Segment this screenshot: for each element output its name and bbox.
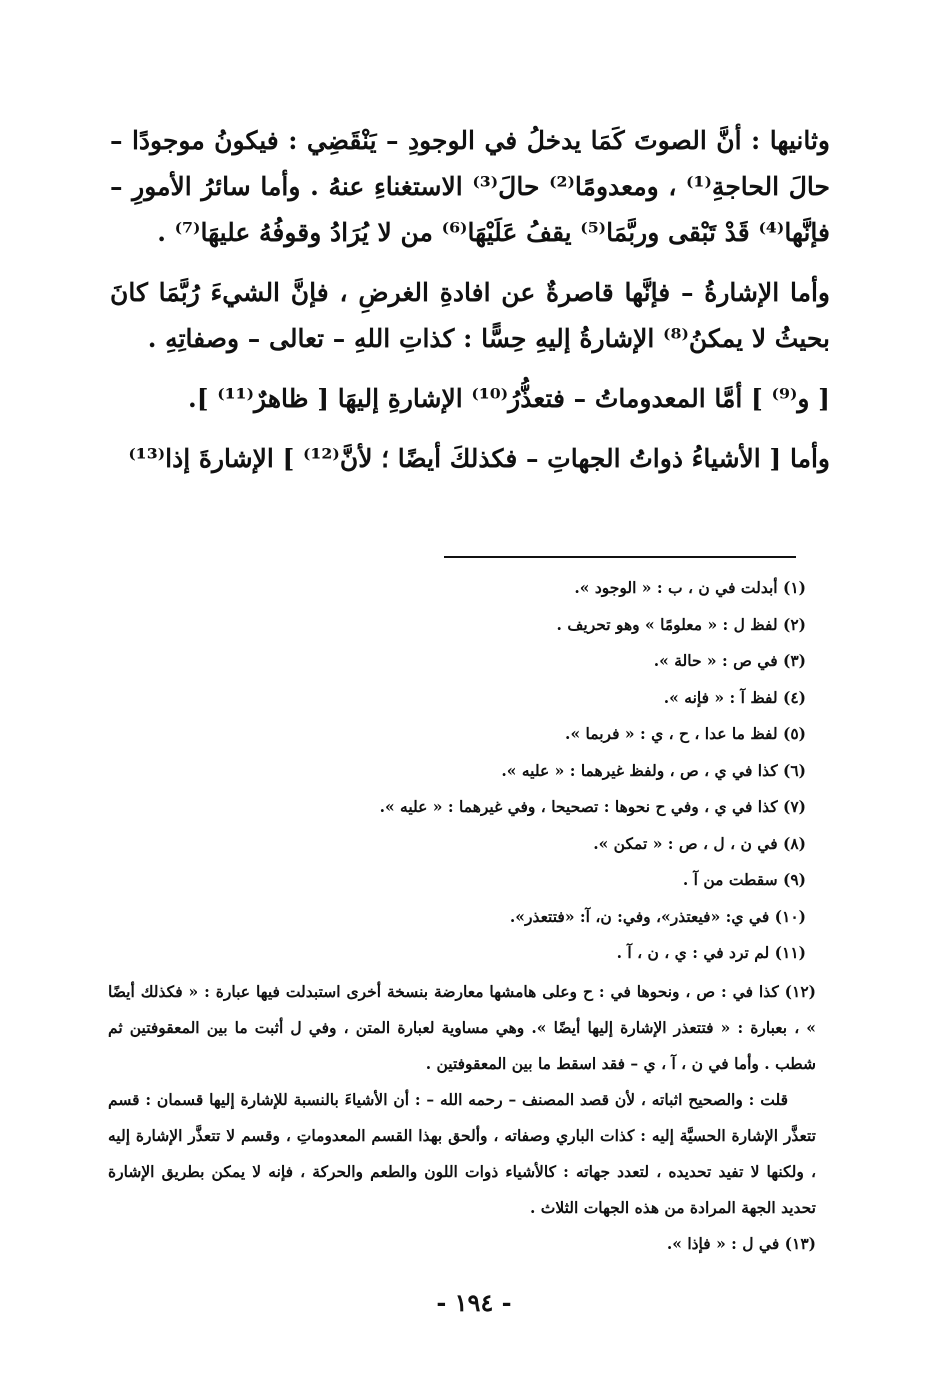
footnote-13: (١٣) في ل : « فإذا ».	[666, 1233, 816, 1253]
footnote-divider	[444, 556, 796, 558]
footnote-9: (٩) سقطت من آ .	[682, 870, 806, 889]
footnotes	[108, 570, 828, 1262]
main-text	[110, 118, 830, 482]
footnote-1: (١) أبدلت في ن ، ب : « الوجود ».	[574, 578, 806, 597]
main-paragraph-3: [ و⁽⁹⁾ ] أمَّا المعدوماتُ – فتعذُّرُ⁽¹⁰⁾ الإشارةِ إليهَا [ ظاهرٌ⁽¹¹⁾ ].	[188, 384, 830, 413]
footnote-3: (٣) في ص : « حالة ».	[653, 651, 806, 670]
main-paragraph-4: وأما [ الأشياءُ ذواتُ الجهاتِ – فكذلكَ أيضًا ؛ لأنَّ⁽¹²⁾ ] الإشارةَ إذا⁽¹³⁾	[128, 444, 830, 473]
main-paragraph-2: وأما الإشارةُ – فإنَّها قاصرةٌ عن افادةِ الغرضِ ، فإنَّ الشيءَ رُبَّمَا كانَ بحيثُ لا يمكنُ⁽⁸⁾ الإشارةُ إليهِ حِسًّا : كذاتِ اللهِ – تعالى – وصفاتِهِ .	[110, 278, 830, 353]
footnote-7: (٧) كذا في ي ، وفي ح نحوها : تصحيحا ، وفي غيرهما : « عليه ».	[379, 797, 806, 816]
main-paragraph-1: وثانيها : أنَّ الصوتَ كَمَا يدخلُ في الوجودِ – يَنْقَضِي : فيكونُ موجودًا – حالَ الحاجةِ⁽¹⁾ ، ومعدومًا⁽²⁾ حالَ⁽³⁾ الاستغناءِ عنهُ . وأما سائرُ الأمورِ – فإنَّها⁽⁴⁾ قَدْ تَبْقى وربَّمَا⁽⁵⁾ يقفُ عَلَيْهَا⁽⁶⁾ من لا يُرَادُ وقوفُهُ عليهَا⁽⁷⁾ .	[110, 126, 830, 247]
footnote-2: (٢) لفظ ل : « معلومًا » وهو تحريف .	[556, 614, 806, 634]
page-number: - ١٩٤ -	[436, 1288, 512, 1317]
editor-comment: قلت : والصحيح اثباته ، لأن قصد المصنف – رحمه الله – : أن الأشياءَ بالنسبة للإشارة إليها قسمان : قسم تتعذَّر الإشارة الحسيَّة إليه : كذات الباري وصفاته ، وألحق بهذا القسم المعدوماتِ ، وقسم لا تتعذَّر الإشارة إليه ، ولكنها لا تفيد تحديده ، لتعدد جهاته : كالأشياء ذوات اللون والطعم والحركة ، فإنه لا يمكن بطريق الإشارة تحديد الجهة المرادة من هذه الجهات الثلاث .	[108, 1089, 816, 1217]
footnote-5: (٥) لفظ ما عدا ، ح ، ي : « فربما ».	[565, 724, 806, 743]
footnote-4: (٤) لفظ آ : « فإنه ».	[663, 687, 806, 707]
footnote-6: (٦) كذا في ي ، ص ، ولفظ غيرهما : « عليه ».	[501, 760, 806, 780]
footnote-12: (١٢) كذا في : ص ، ونحوها في : ح وعلى هامشها معارضة بنسخة أخرى استبدلت فيها عبارة : « فكذلك أيضًا » ، بعبارة : « فتتعذر الإشارة إليها أيضًا ». وهي مساوية لعبارة المتن ، وفي ل أثبت ما بين المعقوفتين ثم شطب . وأما في ن ، آ ، ي – فقد اسقط ما بين المعقوفتين .	[108, 981, 816, 1073]
footnote-10: (١٠) في ي: «فيعتذر»، وفي: ن، آ: «فتتعذر».	[509, 906, 806, 926]
footnote-11: (١١) لم ترد في : ي ، ن ، آ .	[616, 943, 806, 962]
footnote-8: (٨) في ن ، ل ، ص : « تمكن ».	[593, 833, 806, 853]
